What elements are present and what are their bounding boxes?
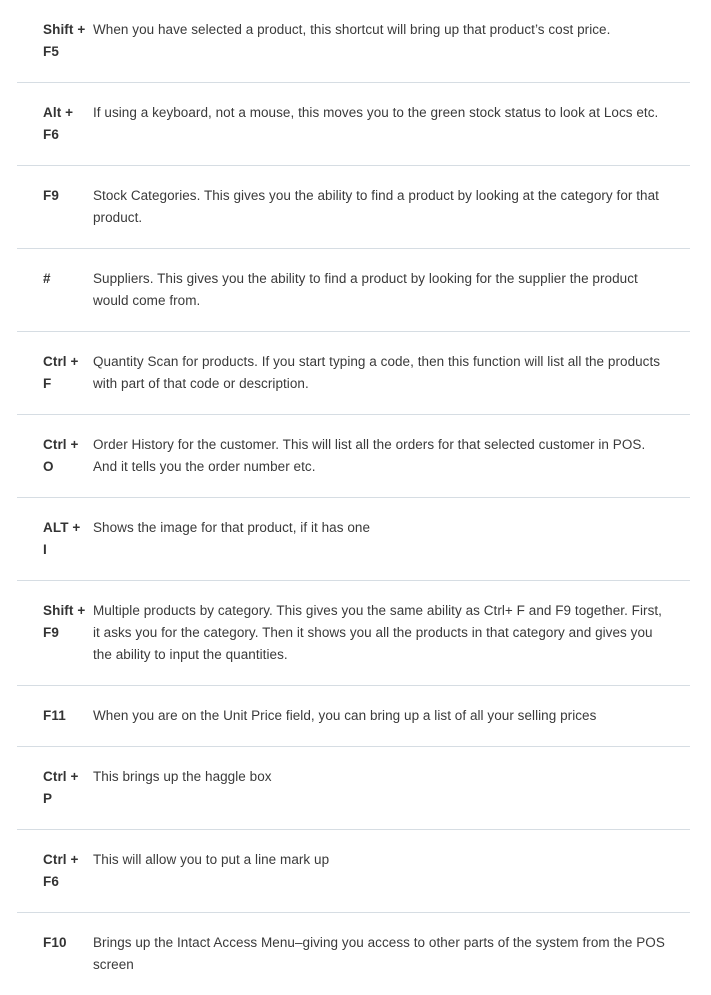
shortcut-key-cell <box>17 332 93 415</box>
table-row <box>0 332 711 415</box>
shortcut-key-modifier: F9 <box>43 185 93 207</box>
table-row <box>0 686 711 747</box>
shortcut-key-modifier: ALT + <box>43 517 93 539</box>
table-row <box>0 498 711 581</box>
shortcut-description-cell <box>93 913 690 995</box>
shortcut-description-text: Brings up the Intact Access Menu–giving you access to other parts of the system from the POS screen <box>93 932 669 976</box>
shortcut-key-cell <box>17 686 93 747</box>
shortcut-key-main: I <box>43 539 93 561</box>
shortcut-description-cell <box>93 415 690 498</box>
shortcut-key-main: F5 <box>43 41 93 63</box>
row-left-gutter <box>0 747 17 830</box>
shortcut-description-text: When you are on the Unit Price field, you can bring up a list of all your selling prices <box>93 705 669 727</box>
shortcut-description-text: Stock Categories. This gives you the ability to find a product by looking at the category for that product. <box>93 185 669 229</box>
row-right-gutter <box>690 332 711 415</box>
shortcut-key-cell <box>17 747 93 830</box>
shortcut-description-cell <box>93 747 690 830</box>
row-left-gutter <box>0 0 17 83</box>
shortcut-key-label <box>43 268 93 290</box>
shortcut-description-cell <box>93 332 690 415</box>
shortcut-key-modifier: Ctrl + <box>43 351 93 373</box>
table-row <box>0 166 711 249</box>
row-right-gutter <box>690 498 711 581</box>
shortcut-key-modifier: F10 <box>43 932 93 954</box>
shortcut-key-label <box>43 766 93 810</box>
shortcut-description-text: Shows the image for that product, if it has one <box>93 517 669 539</box>
shortcut-key-label <box>43 102 93 146</box>
row-right-gutter <box>690 166 711 249</box>
shortcut-description-text: Multiple products by category. This gives you the same ability as Ctrl+ F and F9 together. First, it asks you for the category. Then it shows you all the products in that category and gives you the ability to input the quantities. <box>93 600 669 666</box>
shortcut-key-label <box>43 705 93 727</box>
shortcut-key-cell <box>17 415 93 498</box>
table-row <box>0 249 711 332</box>
shortcut-key-cell <box>17 830 93 913</box>
shortcut-description-cell <box>93 83 690 166</box>
shortcut-key-cell <box>17 913 93 995</box>
row-right-gutter <box>690 830 711 913</box>
shortcut-key-cell <box>17 498 93 581</box>
shortcut-key-cell <box>17 581 93 686</box>
row-left-gutter <box>0 830 17 913</box>
table-row <box>0 913 711 995</box>
shortcut-key-modifier: Shift + <box>43 600 93 622</box>
shortcut-key-label <box>43 932 93 954</box>
row-right-gutter <box>690 913 711 995</box>
shortcut-key-main: F9 <box>43 622 93 644</box>
shortcut-key-main: F <box>43 373 93 395</box>
row-left-gutter <box>0 166 17 249</box>
shortcut-description-text: When you have selected a product, this shortcut will bring up that product’s cost price. <box>93 19 669 41</box>
shortcut-key-label <box>43 434 93 478</box>
shortcut-key-modifier: Ctrl + <box>43 766 93 788</box>
shortcut-description-cell <box>93 581 690 686</box>
row-right-gutter <box>690 581 711 686</box>
shortcut-key-main: F6 <box>43 871 93 893</box>
shortcut-description-cell <box>93 0 690 83</box>
shortcut-key-modifier: Ctrl + <box>43 434 93 456</box>
shortcut-description-cell <box>93 498 690 581</box>
shortcut-key-modifier: Shift + <box>43 19 93 41</box>
shortcut-key-modifier: F11 <box>43 705 93 727</box>
shortcut-key-modifier: Alt + <box>43 102 93 124</box>
shortcut-key-label <box>43 351 93 395</box>
table-row <box>0 0 711 83</box>
table-row <box>0 83 711 166</box>
shortcut-description-text: This brings up the haggle box <box>93 766 669 788</box>
shortcut-description-text: If using a keyboard, not a mouse, this moves you to the green stock status to look at Locs etc. <box>93 102 669 124</box>
shortcut-description-cell <box>93 166 690 249</box>
row-left-gutter <box>0 83 17 166</box>
row-left-gutter <box>0 913 17 995</box>
shortcut-description-text: Suppliers. This gives you the ability to find a product by looking for the supplier the product would come from. <box>93 268 669 312</box>
row-left-gutter <box>0 686 17 747</box>
shortcut-key-main: P <box>43 788 93 810</box>
shortcut-description-cell <box>93 686 690 747</box>
shortcut-key-label <box>43 185 93 207</box>
shortcut-key-label <box>43 600 93 644</box>
row-right-gutter <box>690 747 711 830</box>
row-left-gutter <box>0 332 17 415</box>
row-left-gutter <box>0 498 17 581</box>
shortcut-key-cell <box>17 249 93 332</box>
row-left-gutter <box>0 581 17 686</box>
shortcut-key-label <box>43 19 93 63</box>
shortcut-key-cell <box>17 83 93 166</box>
shortcut-description-cell <box>93 830 690 913</box>
shortcut-key-label <box>43 849 93 893</box>
row-right-gutter <box>690 249 711 332</box>
shortcut-key-main: F6 <box>43 124 93 146</box>
shortcut-key-cell <box>17 166 93 249</box>
table-row <box>0 415 711 498</box>
shortcut-key-modifier: Ctrl + <box>43 849 93 871</box>
table-row <box>0 581 711 686</box>
row-left-gutter <box>0 415 17 498</box>
row-left-gutter <box>0 249 17 332</box>
shortcut-description-text: Order History for the customer. This will list all the orders for that selected customer in POS. And it tells you the order number etc. <box>93 434 669 478</box>
table-row <box>0 747 711 830</box>
shortcut-description-text: This will allow you to put a line mark up <box>93 849 669 871</box>
shortcut-key-label <box>43 517 93 561</box>
row-right-gutter <box>690 83 711 166</box>
shortcut-description-cell <box>93 249 690 332</box>
table-row <box>0 830 711 913</box>
shortcut-key-main: O <box>43 456 93 478</box>
shortcut-key-cell <box>17 0 93 83</box>
row-right-gutter <box>690 0 711 83</box>
row-right-gutter <box>690 415 711 498</box>
shortcut-key-modifier: # <box>43 268 93 290</box>
shortcut-description-text: Quantity Scan for products. If you start typing a code, then this function will list all the products with part of that code or description. <box>93 351 669 395</box>
row-right-gutter <box>690 686 711 747</box>
